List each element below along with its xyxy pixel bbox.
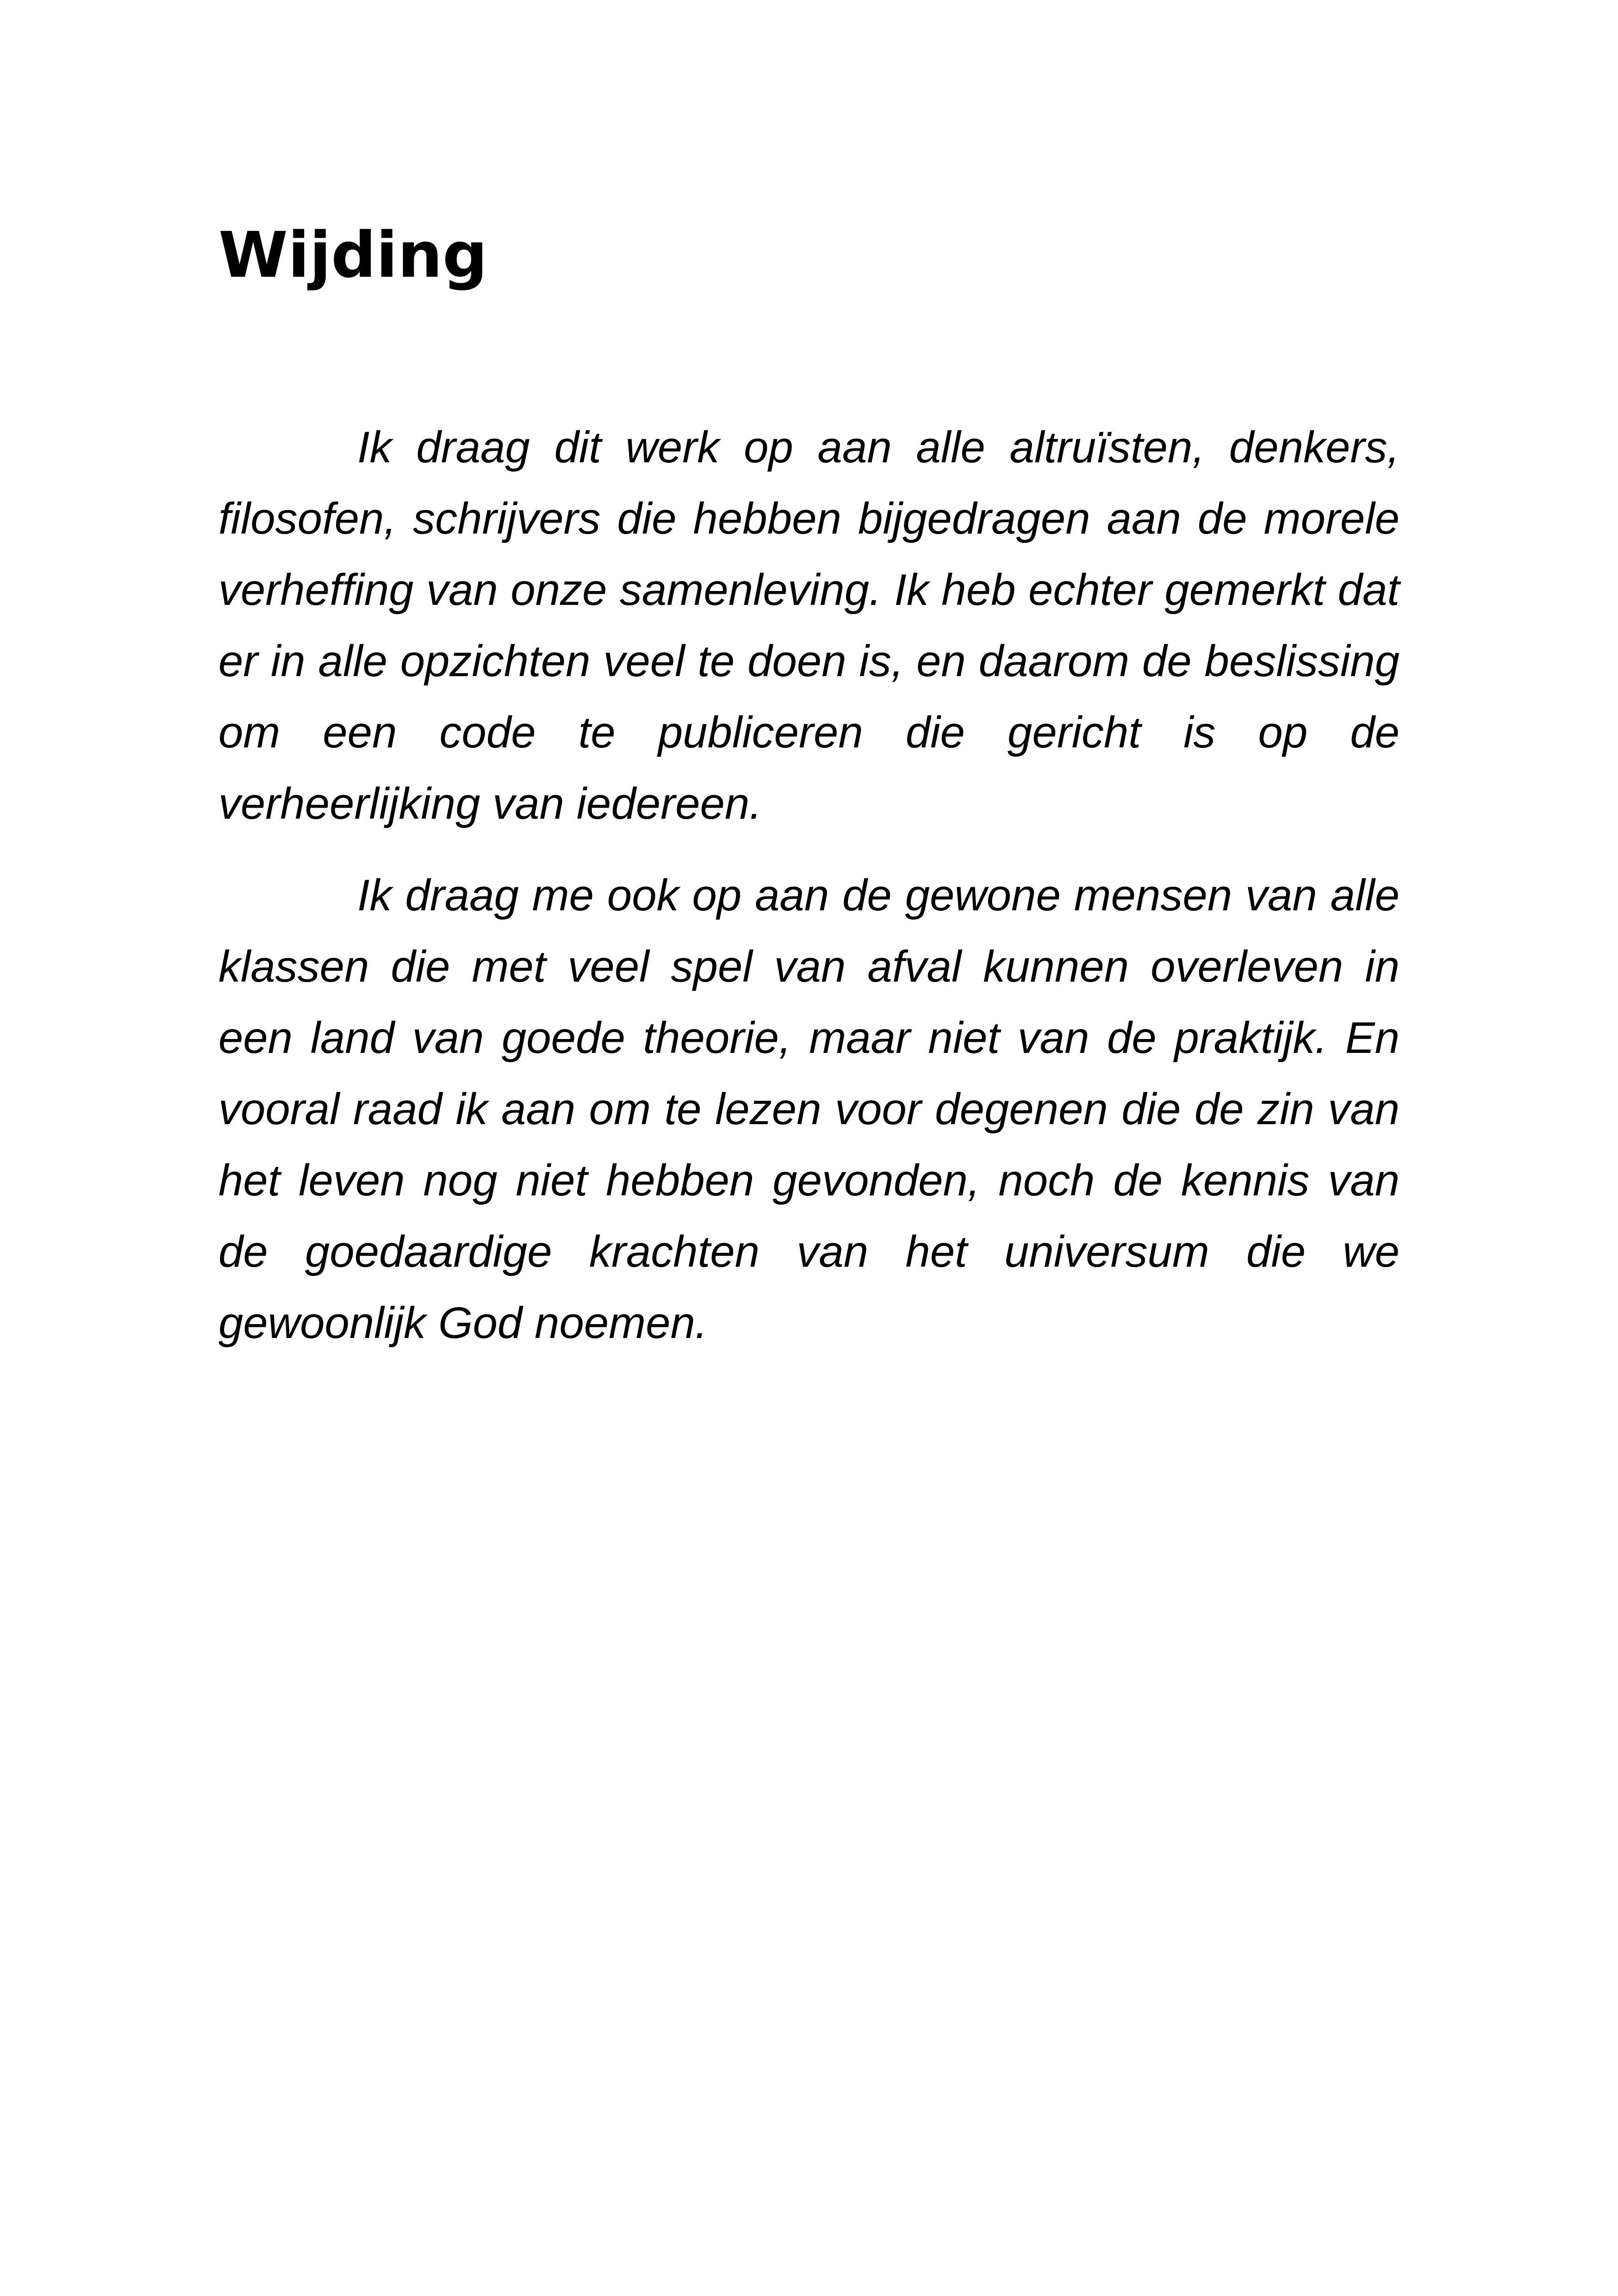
dedication-body [218,412,1400,1379]
paragraph-2: Ik draag me ook op aan de gewone mensen van alle klassen die met veel spel van afval kunnen overleven in een land van goede theorie, maar niet van de praktijk. En vooral raad ik aan om te lezen voor degenen die de zin van het leven nog niet hebben gevonden, noch de kennis van de goedaardige krachten van het universum die we gewoonlijk God noemen. [218,871,1400,1348]
page-title: Wijding [218,219,488,292]
paragraph-1: Ik draag dit werk op aan alle altruïsten, denkers, filosofen, schrijvers die hebben bijgedragen aan de morele verheffing van onze samenleving. Ik heb echter gemerkt dat er in alle opzichten veel te doen is, en daarom de beslissing om een code te publiceren die gericht is op de verheerlijking van iedereen. [218,423,1400,828]
